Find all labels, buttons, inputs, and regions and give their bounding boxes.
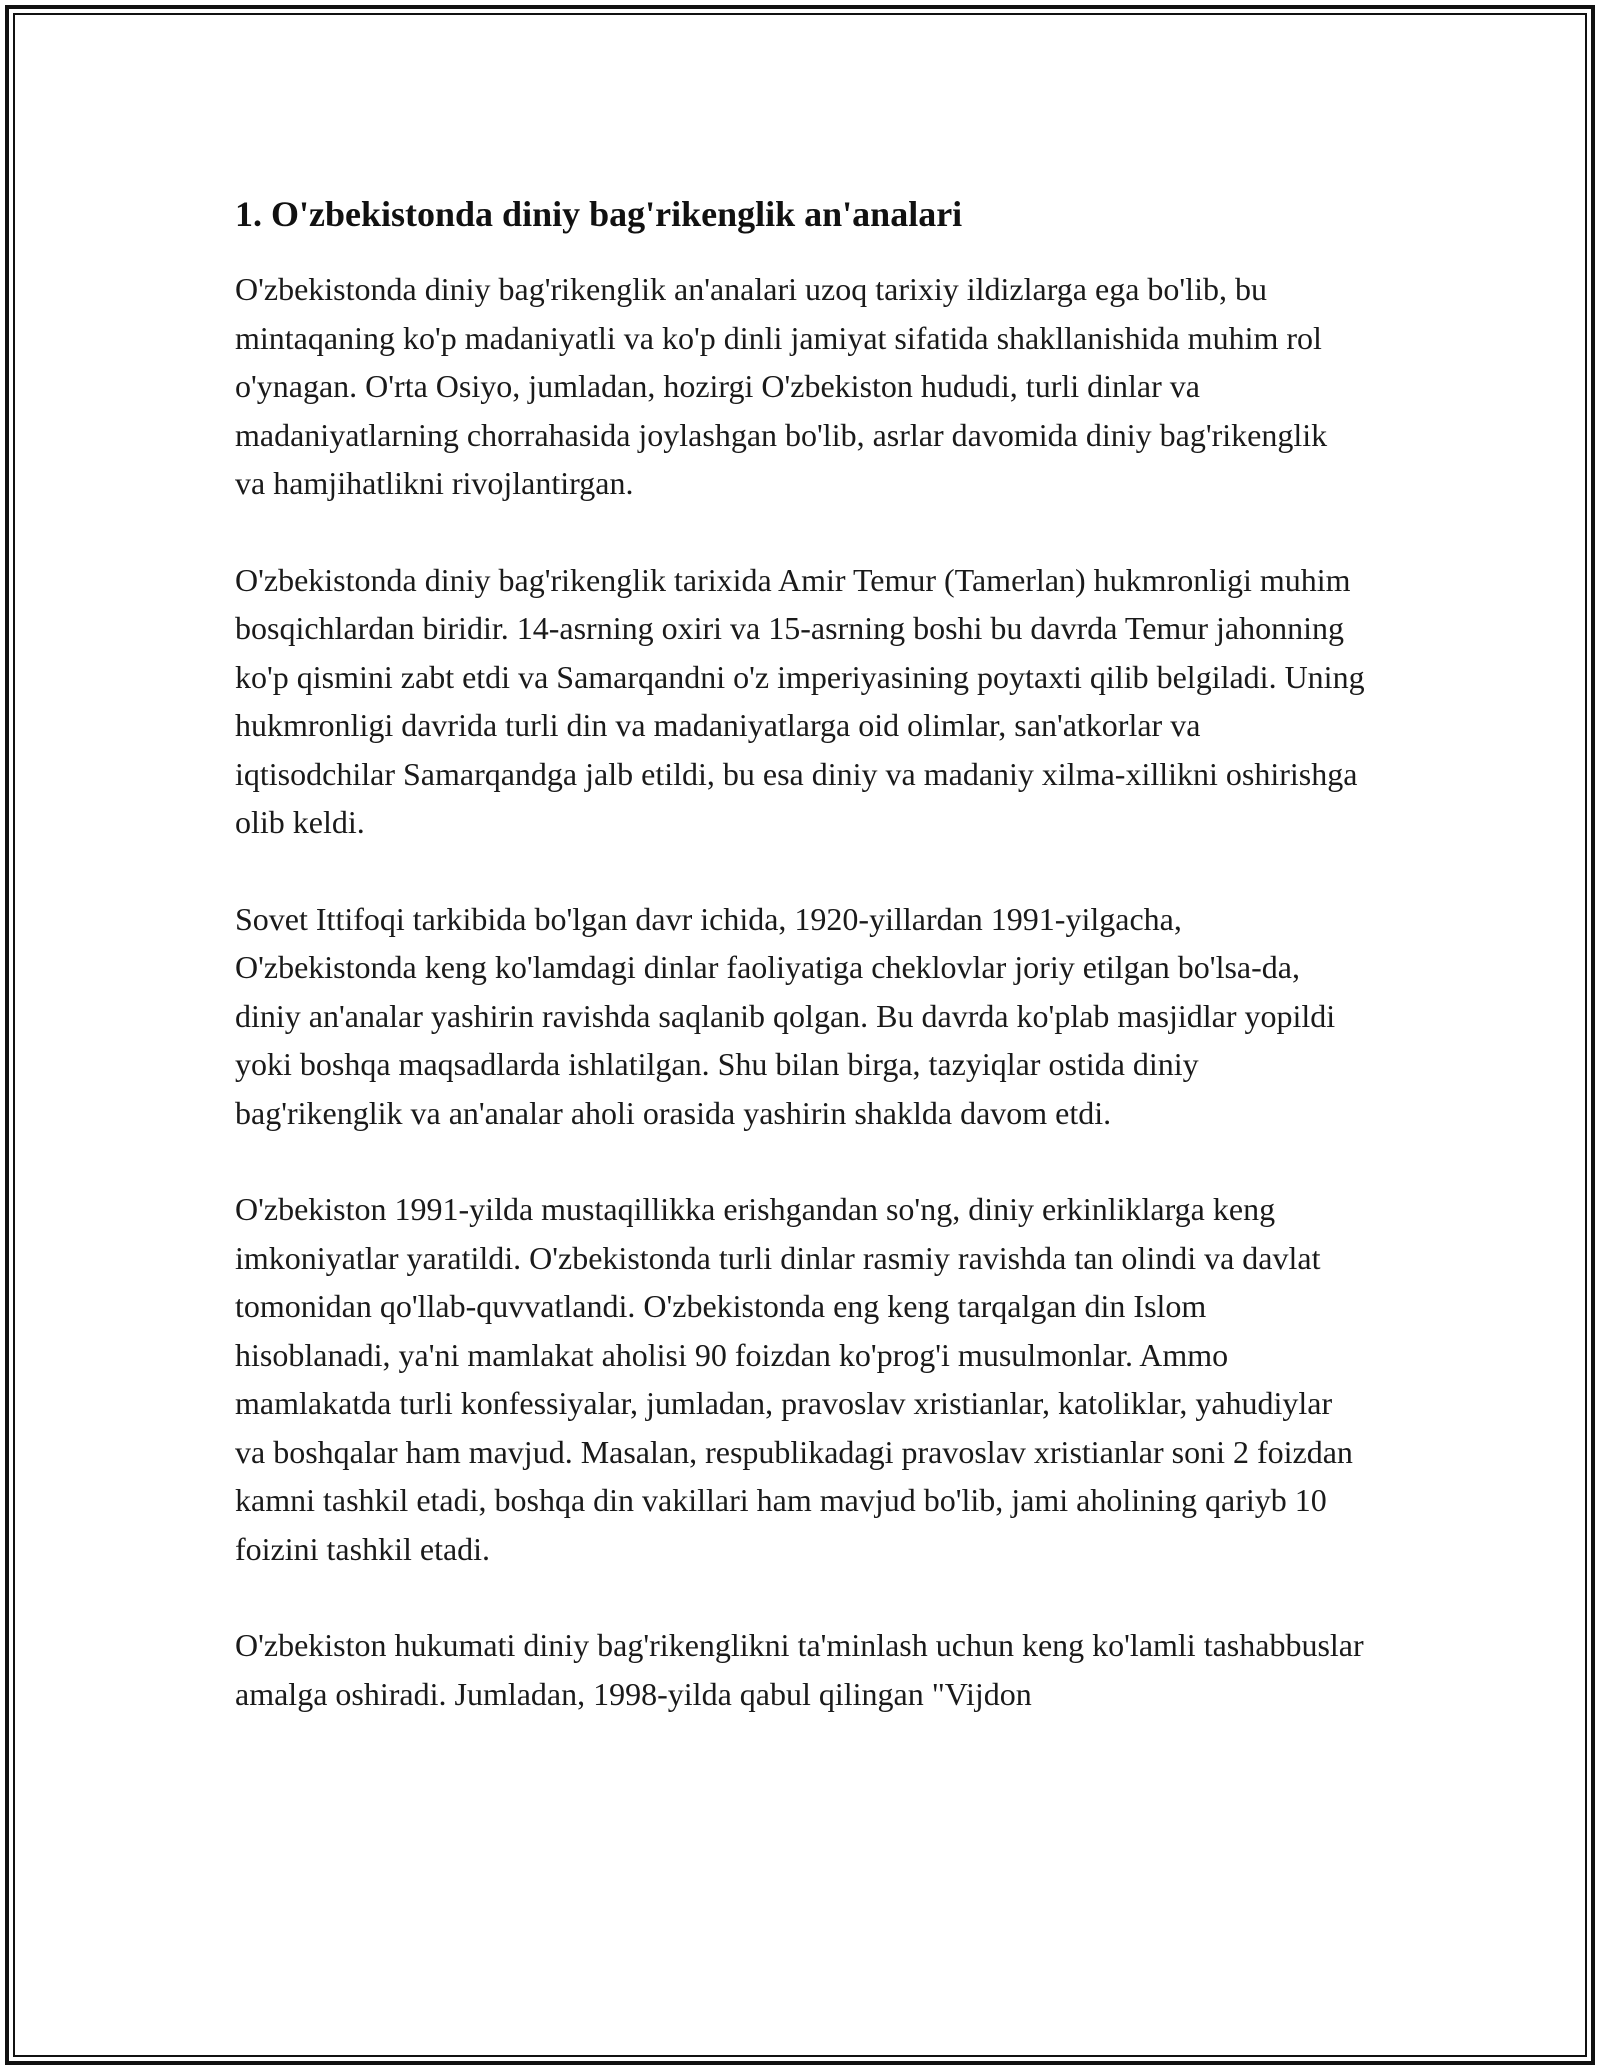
section-heading: 1. O'zbekistonda diniy bag'rikenglik an'analari <box>235 194 963 234</box>
paragraph-3: Sovet Ittifoqi tarkibida bo'lgan davr ichida, 1920-yillardan 1991-yilgacha, O'zbekistonda keng ko'lamdagi dinlar faoliyatiga cheklovlar joriy etilgan bo'lsa-da, diniy an'analar yashirin ravishda saqlanib qolgan. Bu davrda ko'plab masjidlar yopildi yoki boshqa maqsadlarda ishlatilgan. Shu bilan birga, tazyiqlar ostida diniy bag'rikenglik va an'analar aholi orasida yashirin shakldа davom etdi. <box>235 900 1336 1131</box>
paragraph-5: O'zbekiston hukumati diniy bag'rikenglikni ta'minlash uchun keng ko'lamli tashabbuslar amalga oshiradi. Jumladan, 1998-yilda qabul qilingan "Vijdon <box>235 1627 1364 1712</box>
paragraph-2: O'zbekistonda diniy bag'rikenglik tarixida Amir Temur (Tamerlan) hukmronligi muhim bosqichlardan biridir. 14-asrning oxiri va 15-asrning boshi bu davrda Temur jahonning ko'p qismini zabt etdi va Samarqandni o'z imperiyasining poytaxti qilib belgiladi. Uning hukmronligi davrida turli din va madaniyatlarga oid olimlar, san'atkorlar va iqtisodchilar Samarqandga jalb etildi, bu esa diniy va madaniy xilma-xillikni oshirishga olib keldi. <box>235 561 1365 840</box>
paragraph-4: O'zbekiston 1991-yilda mustaqillikka erishgandan so'ng, diniy erkinliklarga keng imkoniyatlar yaratildi. O'zbekistonda turli dinlar rasmiy ravishda tan olindi va davlat tomonidan qo'llab-quvvatlandi. O'zbekistonda eng keng tarqalgan din Islom hisoblanadi, ya'ni mamlakat aholisi 90 foizdan ko'prog'i musulmonlar. Ammo mamlakatda turli konfessiyalar, jumladan, pravoslav xristianlar, katoliklar, yahudiylar va boshqalar ham mavjud. Masalan, respublikadagi pravoslav xristianlar soni 2 foizdan kamni tashkil etadi, boshqa din vakillari ham mavjud bo'lib, jami aholining qariyb 10 foizini tashkil etadi. <box>235 1191 1353 1567</box>
paragraph-1: O'zbekistonda diniy bag'rikenglik an'analari uzoq tarixiy ildizlarga ega bo'lib, bu mintaqaning ko'p madaniyatli va ko'p dinli jamiyat sifatida shakllanishida muhim rol o'ynagan. O'rta Osiyo, jumladan, hozirgi O'zbekiston hududi, turli dinlar va madaniyatlarning chorrahasida joylashgan bo'lib, asrlar davomida diniy bag'rikenglik va hamjihatlikni rivojlantirgan. <box>235 271 1328 501</box>
document-body <box>235 188 1365 1766</box>
